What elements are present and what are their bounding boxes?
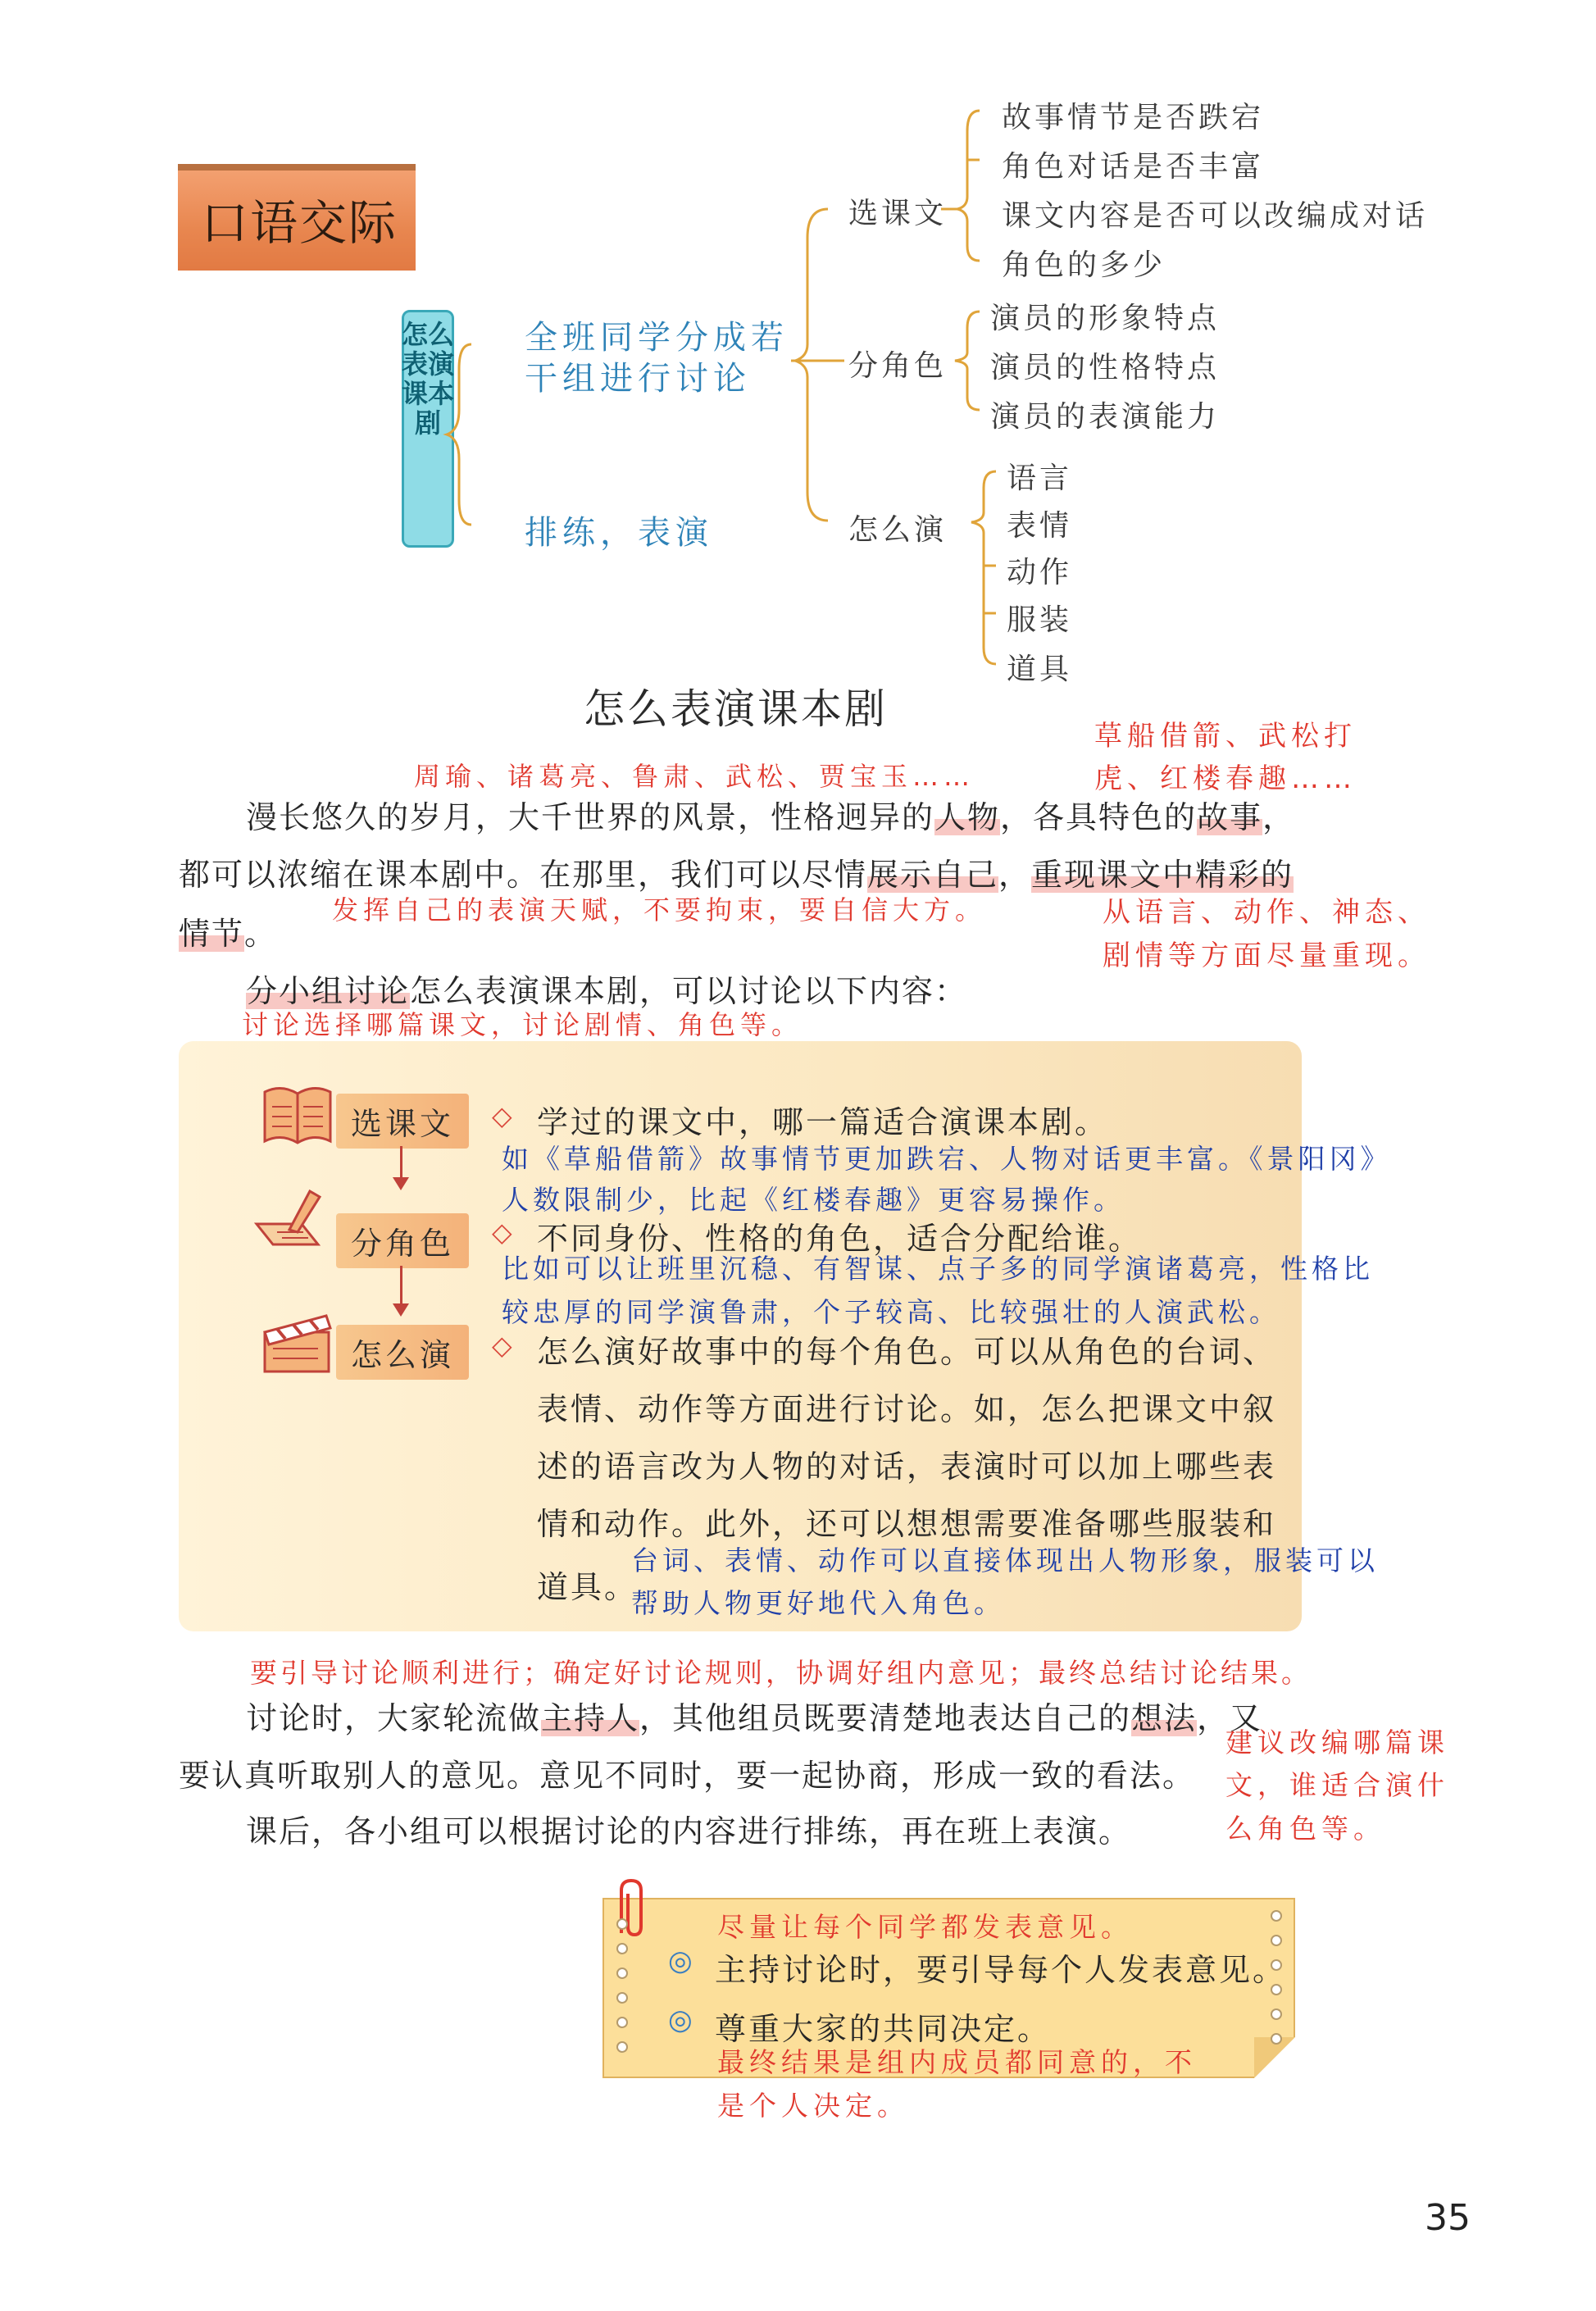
tip-item: 尊重大家的共同决定。	[715, 2011, 1052, 2047]
mindmap-leaf: 演员的性格特点	[990, 351, 1221, 384]
annotation-show-self: 发挥自己的表演天赋，不要拘束，要自信大方。	[332, 894, 987, 926]
header-badge-label: 口语交际	[201, 195, 398, 251]
annotation-stories-line1: 草船借箭、武松打	[1094, 720, 1357, 753]
arrow-line	[400, 1146, 402, 1179]
mindmap-leaf: 课文内容是否可以改编成对话	[1002, 199, 1429, 233]
annotation-select-note-line2: 人数限制少，比起《红楼春趣》更容易操作。	[502, 1184, 1125, 1216]
annotation-note-red2-line1: 最终结果是组内成员都同意的，不	[717, 2046, 1197, 2078]
paragraph1-line2: 都可以浓缩在课本剧中。在那里，我们可以尽情展示自己，重现课文中精彩的	[179, 857, 1294, 893]
arrow-down-icon	[393, 1177, 409, 1190]
writing-icon	[252, 1187, 334, 1253]
annotation-idea-line1: 建议改编哪篇课	[1225, 1726, 1449, 1758]
paperclip-icon	[607, 1876, 656, 1941]
mindmap-branch-discuss-line1: 全班同学分成若	[525, 319, 789, 357]
mindmap-leaf: 道具	[1007, 653, 1073, 686]
mindmap-branch-rehearse: 排练，表演	[525, 514, 713, 552]
tip-item: 主持讨论时，要引导每个人发表意见。	[715, 1952, 1287, 1988]
note-holes-left	[616, 1918, 628, 2053]
clapperboard-icon	[261, 1303, 334, 1377]
step-select-label: 选课文	[336, 1094, 469, 1149]
page-number: 35	[1425, 2197, 1471, 2239]
annotation-characters: 周瑜、诸葛亮、鲁肃、武松、贾宝玉……	[414, 761, 975, 792]
diamond-bullet-icon: ◇	[492, 1330, 512, 1361]
mindmap-leaf: 角色的多少	[1002, 248, 1166, 282]
mindmap-leaf: 角色对话是否丰富	[1002, 150, 1265, 184]
annotation-note-red2-line2: 是个人决定。	[717, 2090, 909, 2122]
annotation-idea-line2: 文，谁适合演什	[1225, 1769, 1449, 1801]
mindmap-node-roles: 分角色	[848, 349, 948, 383]
step-roles-label: 分角色	[336, 1213, 469, 1268]
mindmap-node-acting: 怎么演	[848, 513, 948, 547]
paragraph2: 分小组讨论怎么表演课本剧，可以讨论以下内容：	[246, 973, 968, 1009]
annotation-role-note-line2: 较忠厚的同学演鲁肃，个子较高、比较强壮的人演武松。	[502, 1296, 1280, 1328]
mindmap-leaf: 表情	[1007, 509, 1073, 543]
annotation-discuss-topics: 讨论选择哪篇课文，讨论剧情、角色等。	[242, 1009, 803, 1040]
step-roles-text: 不同身份、性格的角色，适合分配给谁。	[537, 1221, 1143, 1257]
annotation-note-red1: 尽量让每个同学都发表意见。	[717, 1911, 1133, 1943]
step-acting-line: 道具。	[537, 1569, 639, 1605]
mindmap-leaf: 故事情节是否跌宕	[1002, 101, 1265, 134]
annotation-act-note-line2: 帮助人物更好地代入角色。	[631, 1587, 1005, 1619]
circle-bullet-icon: ◎	[668, 2004, 693, 2036]
paragraph3-line1: 讨论时，大家轮流做主持人，其他组员既要清楚地表达自己的想法，又	[246, 1700, 1263, 1736]
mindmap-leaf: 语言	[1007, 462, 1073, 495]
step-acting-line: 表情、动作等方面进行讨论。如，怎么把课文中叙	[537, 1391, 1277, 1427]
diamond-bullet-icon: ◇	[492, 1217, 512, 1248]
annotation-host-note: 要引导讨论顺利进行；确定好讨论规则，协调好组内意见；最终总结讨论结果。	[250, 1657, 1312, 1689]
mindmap-node-select: 选课文	[848, 197, 948, 230]
mindmap-leaf: 服装	[1007, 603, 1073, 637]
diamond-bullet-icon: ◇	[492, 1100, 512, 1131]
annotation-role-note-line1: 比如可以让班里沉稳、有智谋、点子多的同学演诸葛亮，性格比	[502, 1253, 1374, 1285]
annotation-reproduce-line2: 剧情等方面尽量重现。	[1103, 939, 1430, 972]
annotation-stories-line2: 虎、红楼春趣……	[1094, 762, 1357, 795]
paragraph1-line3: 情节。	[179, 916, 278, 952]
step-acting-line: 怎么演好故事中的每个角色。可以从角色的台词、	[537, 1334, 1277, 1370]
mindmap-leaf: 演员的形象特点	[990, 302, 1221, 335]
mindmap-leaf: 演员的表演能力	[990, 400, 1221, 434]
paragraph4: 课后，各小组可以根据讨论的内容进行排练，再在班上表演。	[246, 1813, 1132, 1849]
arrow-line	[400, 1266, 402, 1305]
mindmap-branch-discuss-line2: 干组进行讨论	[525, 360, 751, 398]
page-title: 怎么表演课本剧	[584, 685, 888, 733]
paragraph1-line1: 漫长悠久的岁月，大千世界的风景，性格迥异的人物，各具特色的故事，	[246, 799, 1296, 835]
mindmap-leaf: 动作	[1007, 556, 1073, 589]
annotation-act-note-line1: 台词、表情、动作可以直接体现出人物形象，服装可以	[631, 1544, 1379, 1576]
step-acting-line: 情和动作。此外，还可以想想需要准备哪些服装和	[537, 1506, 1277, 1542]
paragraph3-line2: 要认真听取别人的意见。意见不同时，要一起协商，形成一致的看法。	[179, 1758, 1196, 1794]
annotation-idea-line3: 么角色等。	[1225, 1813, 1385, 1845]
step-select-text: 学过的课文中，哪一篇适合演课本剧。	[537, 1104, 1109, 1140]
book-icon	[261, 1084, 334, 1149]
mindmap-root-label: 怎么表演课本剧	[402, 319, 455, 439]
annotation-select-note-line1: 如《草船借箭》故事情节更加跌宕、人物对话更丰富。《景阳冈》	[502, 1143, 1392, 1175]
circle-bullet-icon: ◎	[668, 1945, 693, 1977]
step-acting-label: 怎么演	[336, 1325, 469, 1380]
annotation-reproduce-line1: 从语言、动作、神态、	[1103, 896, 1430, 929]
step-acting-line: 述的语言改为人物的对话，表演时可以加上哪些表	[537, 1449, 1277, 1485]
arrow-down-icon	[393, 1303, 409, 1317]
